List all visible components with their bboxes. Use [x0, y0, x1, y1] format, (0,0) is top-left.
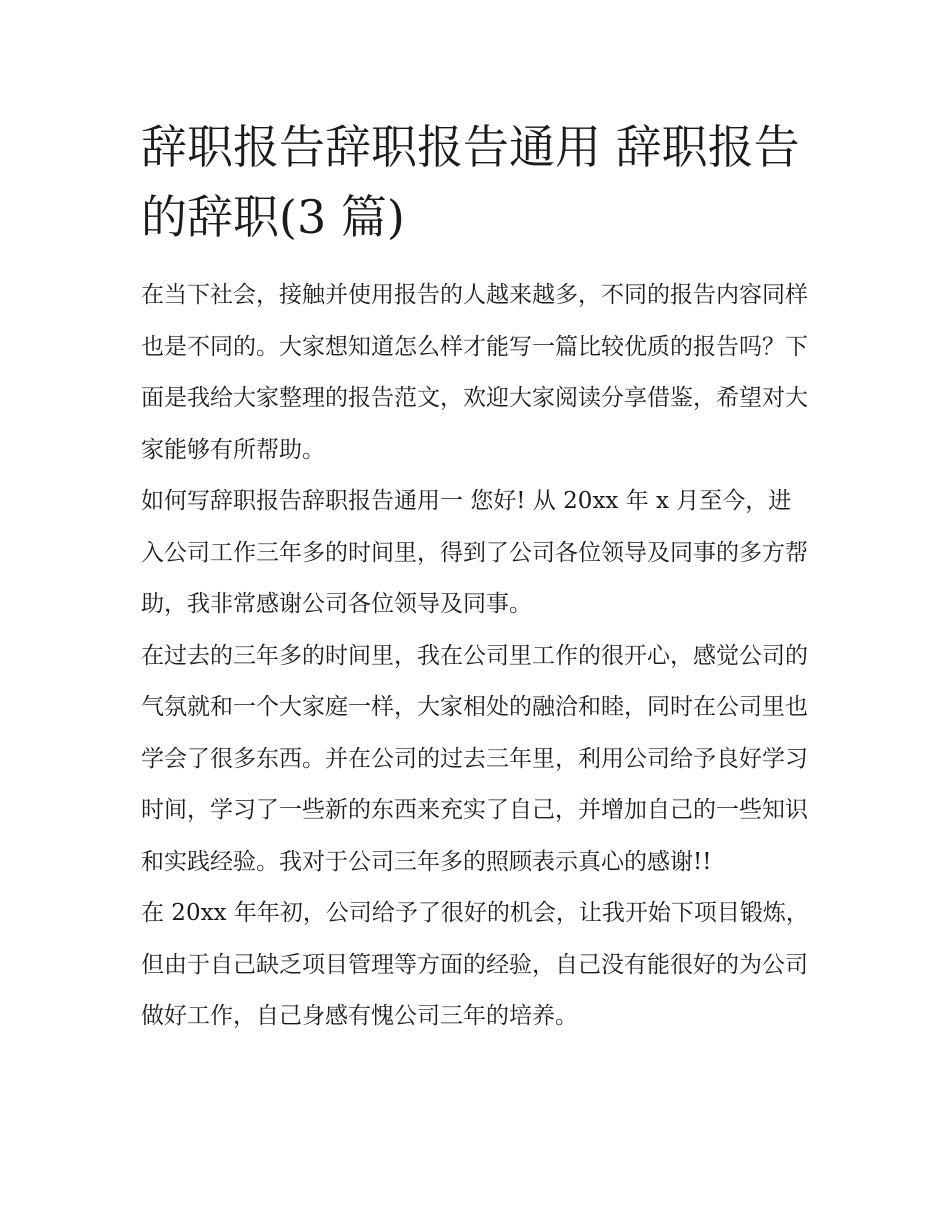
paragraph-past-years: 在过去的三年多的时间里，我在公司里工作的很开心，感觉公司的气氛就和一个大家庭一样，大家相处的融洽和睦，同时在公司里也学会了很多东西。并在公司的过去三年里，利用公司给予良好学习时间，学习了一些新的东西来充实了自己，并增加自己的一些知识和实践经验。我对于公司三年多的照顾表示真心的感谢!! — [141, 642, 808, 875]
document-title: 辞职报告辞职报告通用 辞职报告的辞职(3 篇) — [141, 120, 800, 244]
paragraph-intro: 在当下社会，接触并使用报告的人越来越多，不同的报告内容同样也是不同的。大家想知道怎么样才能写一篇比较优质的报告吗？下面是我给大家整理的报告范文，欢迎大家阅读分享借鉴，希望对大家能够有所帮助。 — [141, 282, 808, 463]
document-body — [141, 112, 813, 1043]
paragraph-greeting: 如何写辞职报告辞职报告通用一 您好! 从 20xx 年 x 月至今，进入公司工作三年多的时间里，得到了公司各位领导及同事的多方帮助，我非常感谢公司各位领导及同事。 — [141, 488, 808, 617]
paragraph-project: 在 20xx 年年初，公司给予了很好的机会，让我开始下项目锻炼，但由于自己缺乏项目管理等方面的经验，自己没有能很好的为公司做好工作，自己身感有愧公司三年的培养。 — [141, 900, 809, 1029]
